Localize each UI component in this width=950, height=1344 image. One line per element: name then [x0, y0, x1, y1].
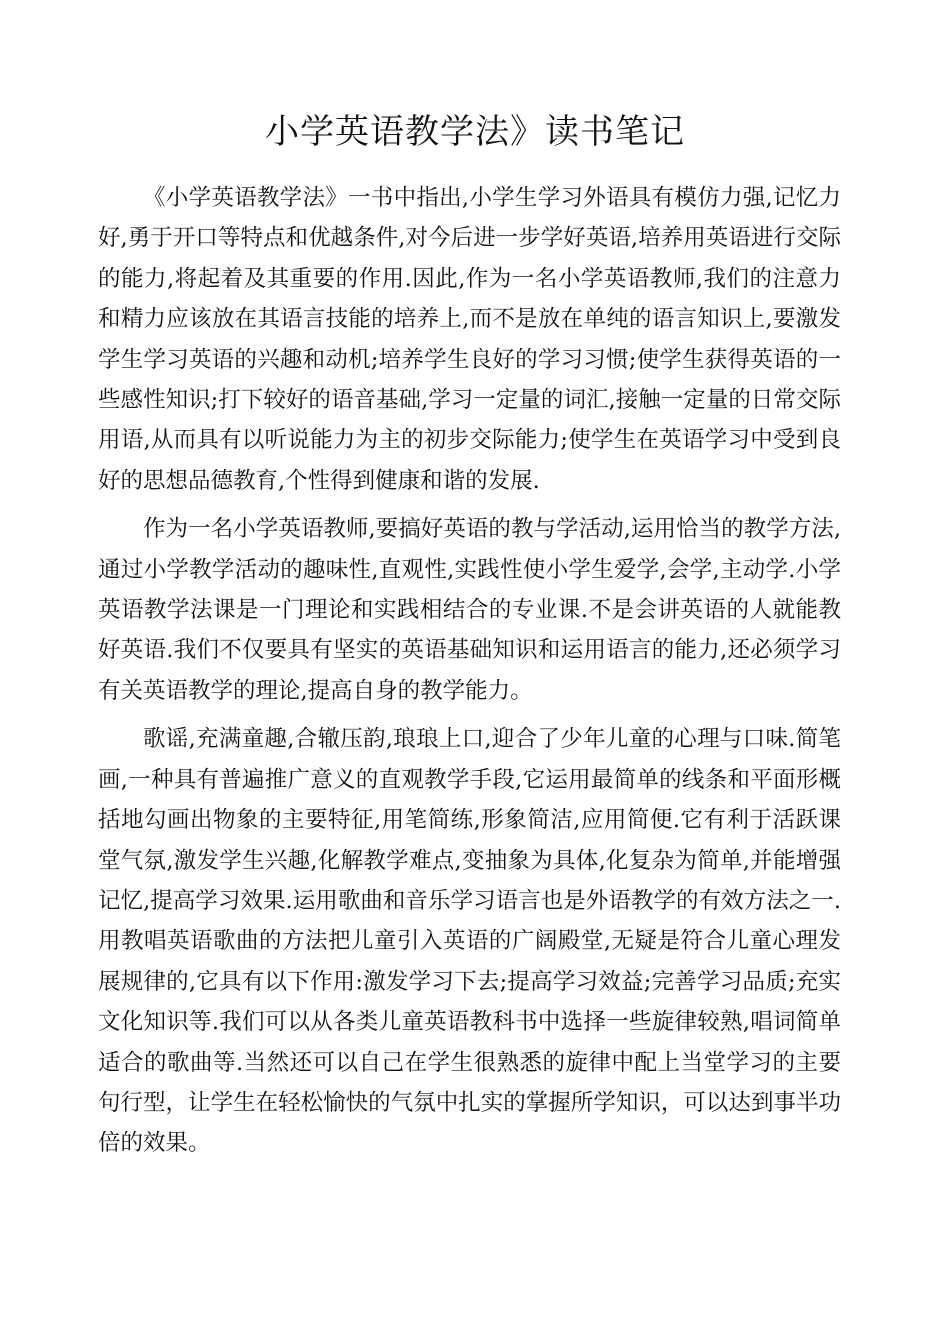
paragraph-2: 作为一名小学英语教师,要搞好英语的教与学活动,运用恰当的教学方法,通过小学教学活动的趣味性,直观性,实践性使小学生爱学,会学,主动学.小学英语教学法课是一门理论和实践相结合的专业课.不是会讲英语的人就能教好英语.我们不仅要具有坚实的英语基础知识和运用语言的能力,还必须学习有关英语教学的理论,提高自身的教学能力。 [98, 516, 841, 704]
paragraph-3: 歌谣,充满童趣,合辙压韵,琅琅上口,迎合了少年儿童的心理与口味.简笔画,一种具有普遍推广意义的直观教学手段,它运用最简单的线条和平面形概括地勾画出物象的主要特征,用笔简练,形象简洁,应用简便.它有利于活跃课堂气氛,激发学生兴趣,化解教学难点,变抽象为具体,化复杂为简单,并能增强记忆,提高学习效果.运用歌曲和音乐学习语言也是外语教学的有效方法之一.用教唱英语歌曲的方法把儿童引入英语的广阔殿堂,无疑是符合儿童心理发展规律的,它具有以下作用:激发学习下去;提高学习效益;完善学习品质;充实文化知识等.我们可以从各类儿童英语教科书中选择一些旋律较熟,唱词简单适合的歌曲等.当然还可以自己在学生很熟悉的旋律中配上当堂学习的主要句行型，让学生在轻松愉快的气氛中扎实的掌握所学知识，可以达到事半功倍的效果。 [98, 726, 841, 1157]
document-title: 小学英语教学法》读书笔记 [265, 112, 685, 152]
paragraph-1: 《小学英语教学法》一书中指出,小学生学习外语具有模仿力强,记忆力好,勇于开口等特点和优越条件,对今后进一步学好英语,培养用英语进行交际的能力,将起着及其重要的作用.因此,作为一名小学英语教师,我们的注意力和精力应该放在其语言技能的培养上,而不是放在单纯的语言知识上,要激发学生学习英语的兴趣和动机;培养学生良好的学习习惯;使学生获得英语的一些感性知识;打下较好的语音基础,学习一定量的词汇,接触一定量的日常交际用语,从而具有以听说能力为主的初步交际能力;使学生在英语学习中受到良好的思想品德教育,个性得到健康和谐的发展. [98, 185, 841, 494]
document-body [98, 178, 841, 1172]
